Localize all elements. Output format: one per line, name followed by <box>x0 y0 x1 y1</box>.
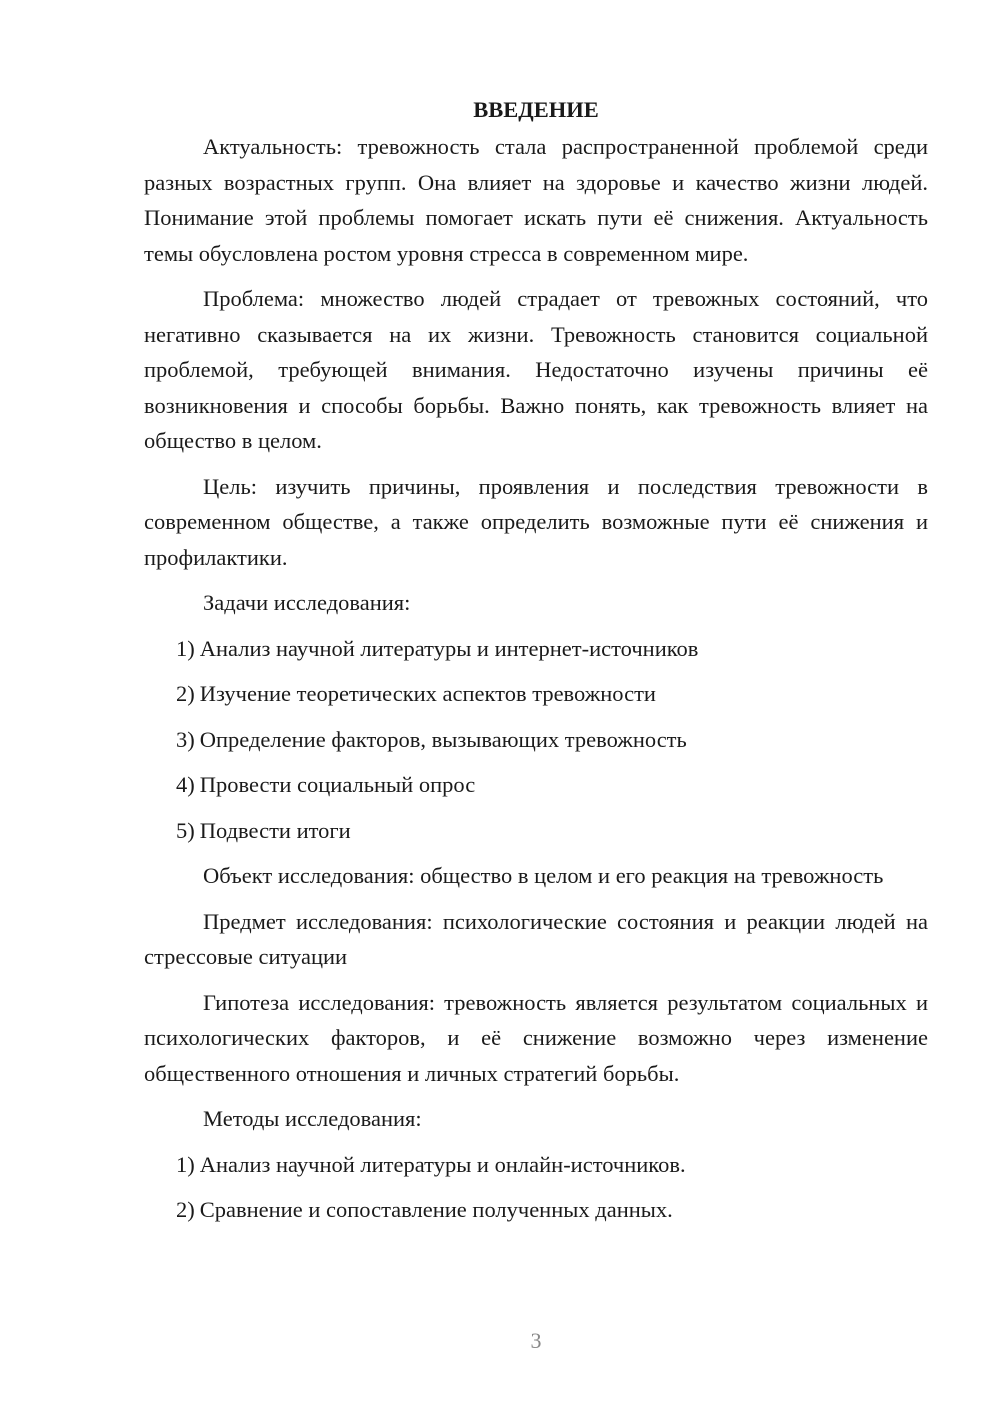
section-heading: ВВЕДЕНИЕ <box>473 97 599 122</box>
methods-label: Методы исследования: <box>203 1106 422 1131</box>
page-number: 3 <box>530 1328 542 1353</box>
list-item-number: 5) <box>176 817 195 843</box>
list-item-text: Определение факторов, вызывающих тревожность <box>199 726 687 752</box>
list-item-number: 1) <box>176 1151 195 1177</box>
subject-paragraph: Предмет исследования: психологические состояния и реакции людей на стрессовые ситуации <box>144 908 928 969</box>
list-item-number: 2) <box>176 681 195 706</box>
object-paragraph: Объект исследования: общество в целом и его реакция на тревожность <box>203 863 884 888</box>
list-item-text: Подвести итоги <box>199 817 351 843</box>
list-item <box>144 722 928 758</box>
methods-list <box>144 1147 928 1228</box>
hypothesis-paragraph: Гипотеза исследования: тревожность является результатом социальных и психологических факторов, и её снижение возможно через изменение общественного отношения и личных стратегий борьбы. <box>144 989 928 1086</box>
goal-paragraph: Цель: изучить причины, проявления и последствия тревожности в современном обществе, а также определить возможные пути её снижения и профилактики. <box>144 473 928 570</box>
document-page <box>144 92 928 1238</box>
tasks-label: Задачи исследования: <box>203 590 411 615</box>
list-item <box>144 631 928 667</box>
relevance-paragraph: Актуальность: тревожность стала распространенной проблемой среди разных возрастных групп. Она влияет на здоровье и качество жизни людей. Понимание этой проблемы помогает искать пути её снижения. Актуальность темы обусловлена ростом уровня стресса в современном мире. <box>144 134 928 266</box>
list-item-text: Провести социальный опрос <box>199 772 476 797</box>
list-item <box>144 767 928 803</box>
list-item-text: Анализ научной литературы и онлайн-источников. <box>199 1151 686 1177</box>
list-item-number: 1) <box>176 635 195 661</box>
problem-paragraph: Проблема: множество людей страдает от тревожных состояний, что негативно сказывается на их жизни. Тревожность становится социальной проблемой, требующей внимания. Недостаточно изучены причины её возникновения и способы борьбы. Важно понять, как тревожность влияет на общество в целом. <box>144 286 928 453</box>
list-item-text: Изучение теоретических аспектов тревожности <box>199 681 656 706</box>
list-item-text: Сравнение и сопоставление полученных данных. <box>199 1197 673 1222</box>
list-item <box>144 676 928 712</box>
list-item <box>144 1147 928 1183</box>
list-item-number: 4) <box>176 772 195 797</box>
list-item <box>144 1192 928 1228</box>
list-item <box>144 813 928 849</box>
list-item-text: Анализ научной литературы и интернет-источников <box>199 635 699 661</box>
list-item-number: 2) <box>176 1197 195 1222</box>
list-item-number: 3) <box>176 726 195 752</box>
tasks-list <box>144 631 928 849</box>
